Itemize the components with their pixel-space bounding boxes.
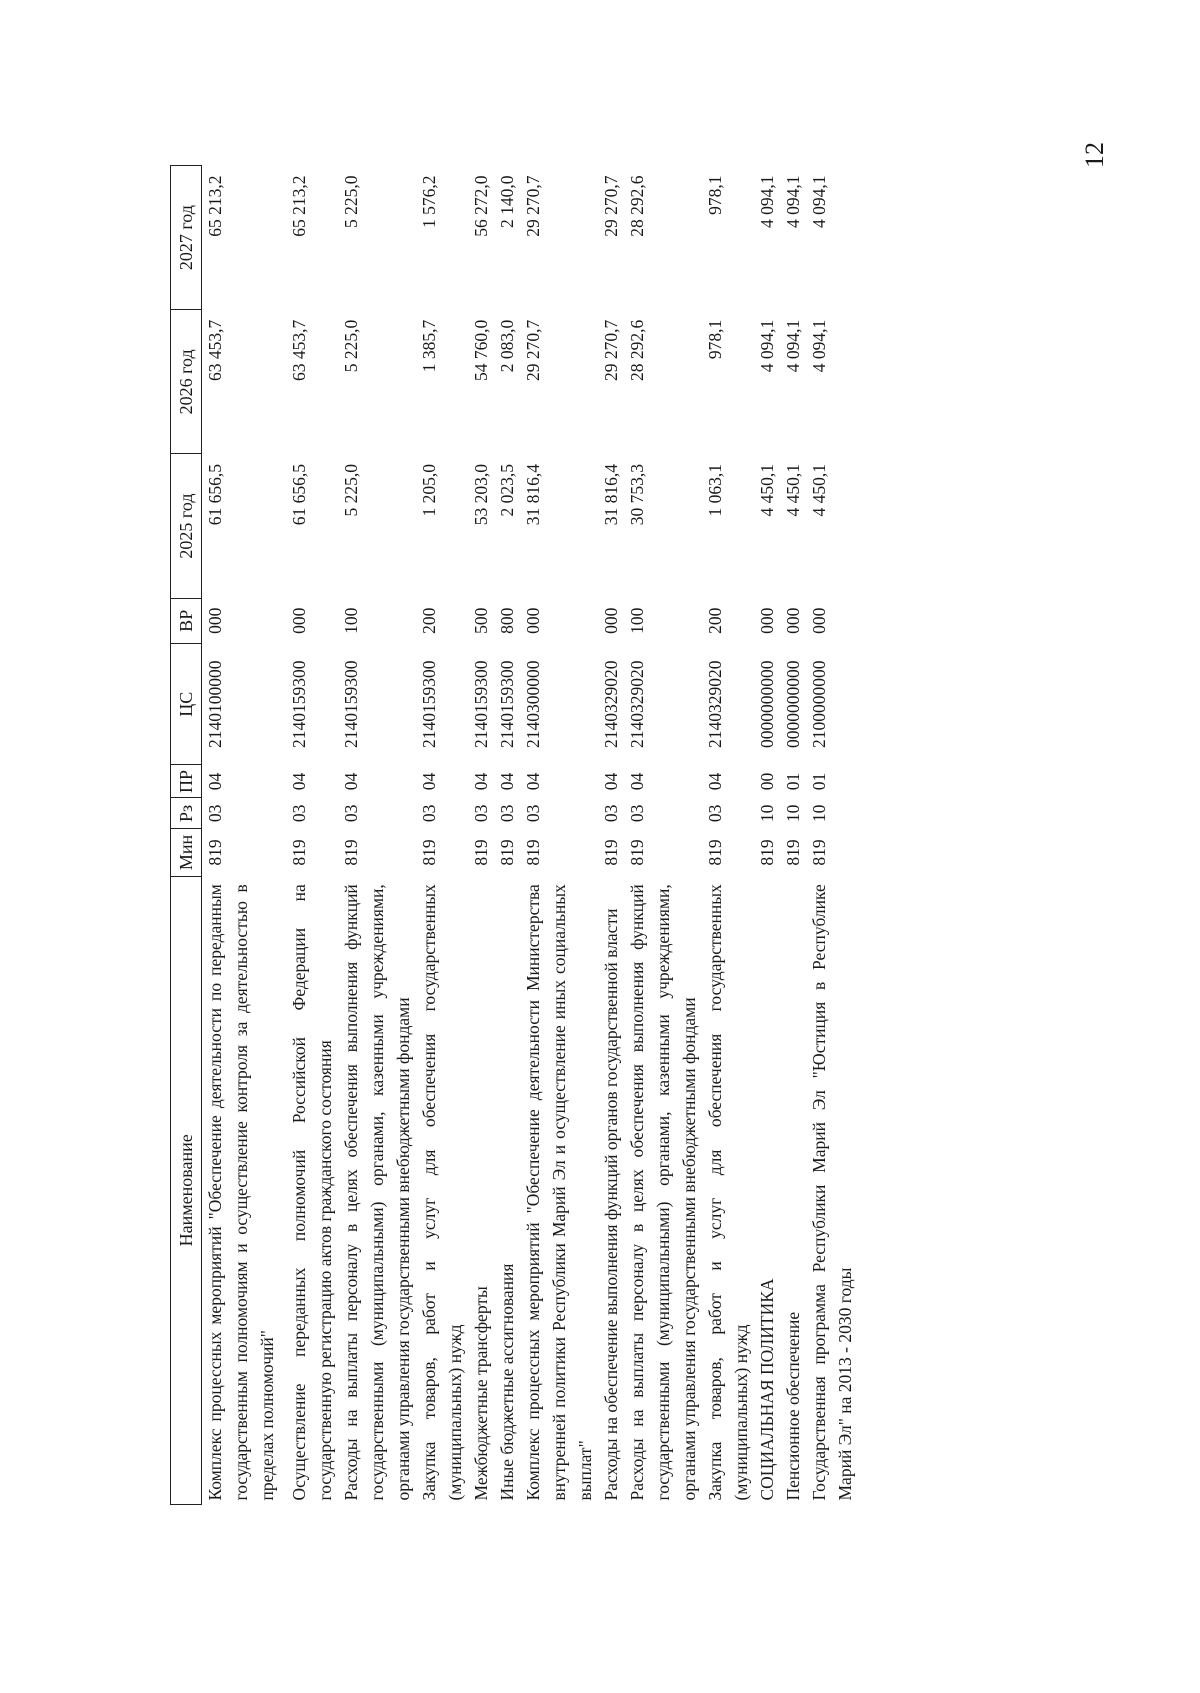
row-name: Расходы на обеспечение выполнения функций органов государственной власти <box>601 908 621 1501</box>
row-cs: 2100000000 <box>809 660 829 748</box>
page-number: 12 <box>1080 142 1109 168</box>
row-min: 819 <box>523 839 543 866</box>
row-2027: 978,1 <box>705 175 725 215</box>
header-name: Наименование <box>171 876 202 1504</box>
rotated-table-container <box>170 165 1070 1505</box>
row-cs: 2140159300 <box>419 660 439 748</box>
row-pr: 04 <box>705 772 725 791</box>
row-vr: 000 <box>205 607 225 634</box>
table-row <box>598 166 624 1505</box>
row-min: 819 <box>783 839 803 866</box>
table-row <box>780 166 806 1505</box>
row-2026: 1 385,7 <box>419 319 439 373</box>
row-2026: 63 453,7 <box>205 319 225 382</box>
row-rz: 10 <box>809 804 829 823</box>
table-row <box>754 166 780 1505</box>
row-2025: 61 656,5 <box>205 463 225 526</box>
row-name: Межбюджетные трансферты <box>471 1286 491 1501</box>
row-cs: 2140159300 <box>497 660 517 748</box>
row-2026: 28 292,6 <box>627 319 647 382</box>
row-2027: 29 270,7 <box>601 175 621 237</box>
row-name: СОЦИАЛЬНАЯ ПОЛИТИКА <box>757 1278 777 1501</box>
row-2027: 2 140,0 <box>497 175 517 228</box>
row-name: Закупка товаров, работ и услуг для обеспечения государственных (муниципальных) нужд <box>419 884 465 1501</box>
row-cs: 0000000000 <box>783 660 803 748</box>
table-header-row <box>171 166 202 1505</box>
table-row <box>202 166 287 1505</box>
row-name: Комплекс процессных мероприятий "Обеспечение деятельности по переданным государственным полномочиям и осуществление контроля за деятельностью в пределах полномочий" <box>205 884 277 1501</box>
row-cs: 2140159300 <box>289 660 309 748</box>
row-rz: 03 <box>601 804 621 823</box>
row-2026: 54 760,0 <box>471 319 491 382</box>
row-rz: 03 <box>205 804 225 823</box>
header-rz: Рз <box>171 798 202 829</box>
row-min: 819 <box>471 839 491 866</box>
row-rz: 03 <box>523 804 543 823</box>
header-2025: 2025 год <box>171 454 202 598</box>
header-min: Мин <box>171 829 202 876</box>
row-pr: 04 <box>601 772 621 791</box>
row-name: Осуществление переданных полномочий Российской Федерации на государственную регистрацию актов гражданского состояния <box>289 884 335 1501</box>
row-vr: 000 <box>523 607 543 634</box>
row-2025: 31 816,4 <box>601 463 621 526</box>
row-rz: 03 <box>419 804 439 823</box>
row-cs: 2140329020 <box>601 660 621 748</box>
row-min: 819 <box>419 839 439 866</box>
row-vr: 200 <box>419 607 439 634</box>
budget-table <box>170 165 858 1505</box>
header-2027: 2027 год <box>171 166 202 310</box>
header-pr: ПР <box>171 765 202 798</box>
row-rz: 03 <box>497 804 517 823</box>
row-2025: 1 205,0 <box>419 463 439 517</box>
table-row <box>624 166 702 1505</box>
row-2025: 31 816,4 <box>523 463 543 526</box>
row-pr: 04 <box>471 772 491 791</box>
row-2025: 4 450,1 <box>809 463 829 517</box>
row-vr: 000 <box>757 607 777 634</box>
row-rz: 03 <box>627 804 647 823</box>
row-min: 819 <box>341 839 361 866</box>
row-2027: 65 213,2 <box>289 175 309 237</box>
row-cs: 0000000000 <box>757 660 777 748</box>
row-2027: 5 225,0 <box>341 175 361 228</box>
row-2027: 1 576,2 <box>419 175 439 228</box>
row-name: Пенсионное обеспечение <box>783 1311 803 1501</box>
row-pr: 00 <box>757 772 777 791</box>
row-vr: 100 <box>341 607 361 634</box>
row-2025: 5 225,0 <box>341 463 361 517</box>
row-name: Комплекс процессных мероприятий "Обеспечение деятельности Министерства внутренней политики Республики Марий Эл и осуществление иных социальных выплат" <box>523 884 595 1501</box>
row-min: 819 <box>627 839 647 866</box>
row-cs: 2140159300 <box>471 660 491 748</box>
row-min: 819 <box>809 839 829 866</box>
row-min: 819 <box>205 839 225 866</box>
row-cs: 2140329020 <box>705 660 725 748</box>
row-min: 819 <box>705 839 725 866</box>
header-cs: ЦС <box>171 643 202 765</box>
row-2025: 4 450,1 <box>783 463 803 517</box>
row-2027: 29 270,7 <box>523 175 543 237</box>
row-vr: 200 <box>705 607 725 634</box>
row-2026: 4 094,1 <box>757 319 777 373</box>
row-2026: 2 083,0 <box>497 319 517 373</box>
row-name: Государственная программа Республики Марий Эл "Юстиция в Республике Марий Эл" на 2013 - 2030 годы <box>809 884 855 1501</box>
table-row <box>702 166 754 1505</box>
header-2026: 2026 год <box>171 310 202 454</box>
row-vr: 000 <box>809 607 829 634</box>
table-row <box>806 166 858 1505</box>
row-vr: 000 <box>601 607 621 634</box>
row-2027: 4 094,1 <box>757 175 777 228</box>
row-cs: 2140100000 <box>205 660 225 748</box>
row-2026: 4 094,1 <box>809 319 829 373</box>
row-rz: 03 <box>289 804 309 823</box>
table-row <box>494 166 520 1505</box>
row-2026: 29 270,7 <box>523 319 543 382</box>
row-pr: 04 <box>289 772 309 791</box>
row-pr: 04 <box>497 772 517 791</box>
row-2027: 28 292,6 <box>627 175 647 237</box>
row-vr: 500 <box>471 607 491 634</box>
row-2026: 978,1 <box>705 319 725 360</box>
table-row <box>338 166 416 1505</box>
row-vr: 800 <box>497 607 517 634</box>
row-rz: 10 <box>757 804 777 823</box>
row-rz: 03 <box>341 804 361 823</box>
row-min: 819 <box>601 839 621 866</box>
row-pr: 01 <box>783 772 803 791</box>
row-name: Иные бюджетные ассигнования <box>497 1263 517 1501</box>
row-2026: 5 225,0 <box>341 319 361 373</box>
row-2025: 4 450,1 <box>757 463 777 517</box>
row-2027: 4 094,1 <box>783 175 803 228</box>
row-2026: 4 094,1 <box>783 319 803 373</box>
row-2027: 56 272,0 <box>471 175 491 237</box>
table-row <box>416 166 468 1505</box>
row-name: Расходы на выплаты персоналу в целях обеспечения выполнения функций государственными (муниципальными) органами, казенными учреждениями, органами управления государственными внебюджетными фондами <box>341 884 413 1501</box>
row-2025: 53 203,0 <box>471 463 491 526</box>
row-name: Закупка товаров, работ и услуг для обеспечения государственных (муниципальных) нужд <box>705 884 751 1501</box>
row-cs: 2140300000 <box>523 660 543 748</box>
row-2025: 30 753,3 <box>627 463 647 526</box>
row-rz: 03 <box>471 804 491 823</box>
row-min: 819 <box>757 839 777 866</box>
row-pr: 04 <box>341 772 361 791</box>
row-vr: 000 <box>783 607 803 634</box>
row-vr: 000 <box>289 607 309 634</box>
row-2026: 29 270,7 <box>601 319 621 382</box>
row-2025: 1 063,1 <box>705 463 725 517</box>
row-min: 819 <box>289 839 309 866</box>
row-2025: 2 023,5 <box>497 463 517 517</box>
row-2027: 65 213,2 <box>205 175 225 237</box>
row-min: 819 <box>497 839 517 866</box>
row-pr: 04 <box>523 772 543 791</box>
row-pr: 01 <box>809 772 829 791</box>
row-rz: 03 <box>705 804 725 823</box>
row-vr: 100 <box>627 607 647 634</box>
row-pr: 04 <box>205 772 225 791</box>
header-vr: ВР <box>171 598 202 643</box>
row-rz: 10 <box>783 804 803 823</box>
row-cs: 2140159300 <box>341 660 361 748</box>
table-row <box>520 166 598 1505</box>
row-2027: 4 094,1 <box>809 175 829 228</box>
row-cs: 2140329020 <box>627 660 647 748</box>
row-2025: 61 656,5 <box>289 463 309 526</box>
row-pr: 04 <box>419 772 439 791</box>
row-name: Расходы на выплаты персоналу в целях обеспечения выполнения функций государственными (муниципальными) органами, казенными учреждениями, органами управления государственными внебюджетными фондами <box>627 884 699 1501</box>
row-pr: 04 <box>627 772 647 791</box>
row-2026: 63 453,7 <box>289 319 309 382</box>
table-row <box>286 166 338 1505</box>
table-row <box>468 166 494 1505</box>
